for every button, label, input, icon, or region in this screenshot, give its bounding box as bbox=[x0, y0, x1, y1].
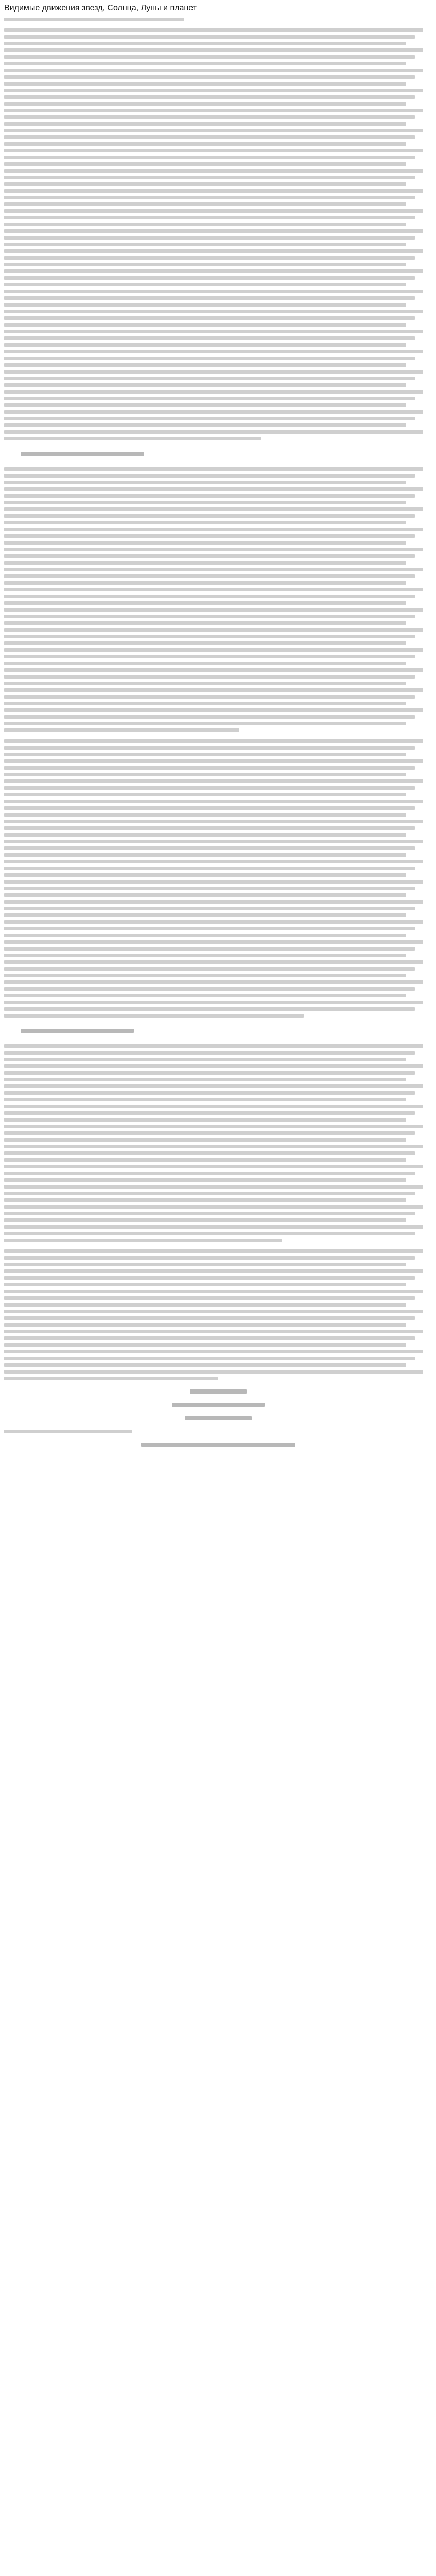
text-line-placeholder bbox=[4, 1105, 423, 1108]
text-line-placeholder bbox=[4, 410, 423, 414]
text-line-placeholder bbox=[4, 773, 406, 776]
text-line-placeholder bbox=[4, 1330, 423, 1333]
text-line-placeholder bbox=[4, 608, 423, 612]
text-line-placeholder bbox=[4, 1178, 406, 1182]
text-line-placeholder bbox=[4, 176, 415, 179]
text-line-placeholder bbox=[4, 1269, 423, 1273]
text-line-placeholder bbox=[4, 115, 415, 119]
text-line-placeholder bbox=[4, 216, 415, 219]
text-line-placeholder bbox=[4, 48, 423, 52]
text-line-placeholder bbox=[4, 390, 423, 394]
text-line-placeholder bbox=[4, 702, 406, 705]
text-line-placeholder bbox=[4, 641, 406, 645]
text-line-placeholder bbox=[4, 753, 406, 756]
text-line-placeholder bbox=[4, 403, 406, 407]
text-line-placeholder bbox=[4, 746, 415, 750]
text-line-placeholder bbox=[4, 662, 406, 665]
text-line-placeholder bbox=[4, 1336, 415, 1340]
text-line-placeholder bbox=[4, 826, 415, 830]
text-line-placeholder bbox=[4, 1256, 415, 1260]
text-line-placeholder bbox=[4, 55, 415, 59]
text-line-placeholder bbox=[4, 276, 415, 280]
text-line-placeholder bbox=[4, 474, 415, 478]
text-line-placeholder bbox=[4, 357, 415, 360]
text-line-placeholder bbox=[4, 1239, 282, 1242]
text-line-placeholder bbox=[4, 1001, 423, 1004]
text-line-placeholder bbox=[4, 397, 415, 400]
text-line-placeholder bbox=[4, 994, 406, 997]
text-line-placeholder bbox=[4, 1296, 415, 1300]
centered-heading-placeholder bbox=[190, 1389, 247, 1394]
centered-heading-placeholder bbox=[185, 1416, 252, 1420]
text-line-placeholder bbox=[4, 900, 423, 904]
text-line-placeholder bbox=[4, 169, 423, 173]
text-line-placeholder bbox=[4, 1051, 415, 1055]
text-line-placeholder bbox=[4, 833, 406, 837]
text-line-placeholder bbox=[4, 568, 423, 571]
text-line-placeholder bbox=[4, 189, 423, 193]
paragraph-placeholder bbox=[4, 739, 432, 1018]
text-line-placeholder bbox=[4, 1232, 415, 1235]
text-line-placeholder bbox=[4, 907, 415, 910]
text-line-placeholder bbox=[4, 28, 423, 32]
text-line-placeholder bbox=[4, 1350, 423, 1353]
text-line-placeholder bbox=[4, 377, 415, 380]
text-line-placeholder bbox=[4, 296, 415, 300]
text-line-placeholder bbox=[4, 1118, 406, 1122]
text-line-placeholder bbox=[4, 739, 423, 743]
text-line-placeholder bbox=[4, 290, 423, 293]
text-line-placeholder bbox=[4, 987, 415, 991]
text-line-placeholder bbox=[4, 1218, 406, 1222]
text-line-placeholder bbox=[4, 229, 423, 233]
text-line-placeholder bbox=[4, 82, 406, 86]
text-line-placeholder bbox=[4, 581, 406, 585]
text-line-placeholder bbox=[4, 514, 415, 518]
text-line-placeholder bbox=[4, 69, 423, 72]
text-line-placeholder bbox=[4, 149, 423, 152]
text-line-placeholder bbox=[4, 668, 423, 672]
text-line-placeholder bbox=[4, 135, 415, 139]
paragraph-placeholder bbox=[4, 467, 432, 732]
text-line-placeholder bbox=[4, 1276, 415, 1280]
text-line-placeholder bbox=[4, 162, 406, 166]
text-line-placeholder bbox=[4, 236, 415, 240]
text-line-placeholder bbox=[4, 487, 423, 491]
text-line-placeholder bbox=[4, 1225, 423, 1229]
text-line-placeholder bbox=[4, 1357, 415, 1360]
text-line-placeholder bbox=[4, 1363, 406, 1367]
text-line-placeholder bbox=[4, 528, 423, 531]
text-line-placeholder bbox=[4, 648, 423, 652]
text-line-placeholder bbox=[4, 766, 415, 770]
text-line-placeholder bbox=[4, 615, 415, 618]
text-line-placeholder bbox=[4, 1091, 415, 1095]
text-line-placeholder bbox=[4, 880, 423, 884]
text-line-placeholder bbox=[4, 95, 415, 99]
text-line-placeholder bbox=[4, 974, 406, 977]
text-line-placeholder bbox=[4, 934, 406, 937]
document-body bbox=[4, 18, 432, 1447]
text-line-placeholder bbox=[4, 940, 423, 944]
text-line-placeholder bbox=[4, 142, 406, 146]
text-line-placeholder bbox=[4, 1125, 423, 1128]
text-line-placeholder bbox=[4, 430, 423, 434]
text-line-placeholder bbox=[4, 1165, 423, 1168]
text-line-placeholder bbox=[4, 1316, 415, 1320]
section-heading-placeholder bbox=[21, 1029, 134, 1033]
text-line-placeholder bbox=[4, 786, 415, 790]
text-line-placeholder bbox=[4, 1111, 415, 1115]
text-line-placeholder bbox=[4, 42, 406, 45]
text-line-placeholder bbox=[4, 423, 406, 427]
text-line-placeholder bbox=[4, 601, 406, 605]
paragraph-placeholder bbox=[4, 18, 432, 21]
text-line-placeholder bbox=[4, 840, 423, 843]
text-line-placeholder bbox=[4, 1198, 406, 1202]
paragraph-placeholder bbox=[4, 1044, 432, 1242]
centered-heading-placeholder bbox=[141, 1443, 295, 1447]
text-line-placeholder bbox=[4, 1343, 406, 1347]
text-line-placeholder bbox=[4, 18, 184, 21]
text-line-placeholder bbox=[4, 494, 415, 498]
text-line-placeholder bbox=[4, 1014, 304, 1018]
text-line-placeholder bbox=[4, 1205, 423, 1209]
text-line-placeholder bbox=[4, 980, 423, 984]
text-line-placeholder bbox=[4, 813, 406, 817]
text-line-placeholder bbox=[4, 102, 406, 106]
text-line-placeholder bbox=[4, 209, 423, 213]
text-line-placeholder bbox=[4, 35, 415, 39]
text-line-placeholder bbox=[4, 1145, 423, 1148]
text-line-placeholder bbox=[4, 893, 406, 897]
text-line-placeholder bbox=[4, 1078, 406, 1081]
text-line-placeholder bbox=[4, 1323, 406, 1327]
text-line-placeholder bbox=[4, 202, 406, 206]
text-line-placeholder bbox=[4, 561, 406, 565]
text-line-placeholder bbox=[4, 793, 406, 796]
text-line-placeholder bbox=[4, 675, 415, 679]
text-line-placeholder bbox=[4, 800, 423, 803]
text-line-placeholder bbox=[4, 1185, 423, 1189]
text-line-placeholder bbox=[4, 927, 415, 930]
text-line-placeholder bbox=[4, 62, 406, 65]
text-line-placeholder bbox=[4, 1007, 415, 1011]
text-line-placeholder bbox=[4, 1044, 423, 1048]
text-line-placeholder bbox=[4, 688, 423, 692]
text-line-placeholder bbox=[4, 1249, 423, 1253]
text-line-placeholder bbox=[4, 887, 415, 890]
text-line-placeholder bbox=[4, 867, 415, 870]
text-line-placeholder bbox=[4, 541, 406, 545]
text-line-placeholder bbox=[4, 437, 261, 440]
text-line-placeholder bbox=[4, 1263, 406, 1266]
text-line-placeholder bbox=[4, 873, 406, 877]
text-line-placeholder bbox=[4, 303, 406, 307]
text-line-placeholder bbox=[4, 507, 423, 511]
text-line-placeholder bbox=[4, 1098, 406, 1101]
text-line-placeholder bbox=[4, 1370, 423, 1374]
text-line-placeholder bbox=[4, 1158, 406, 1162]
text-line-placeholder bbox=[4, 350, 423, 353]
text-line-placeholder bbox=[4, 574, 415, 578]
document-title: Видимые движения звезд, Солнца, Луны и планет bbox=[4, 4, 197, 12]
text-line-placeholder bbox=[4, 960, 423, 964]
text-line-placeholder bbox=[4, 860, 423, 863]
text-line-placeholder bbox=[4, 383, 406, 387]
text-line-placeholder bbox=[4, 954, 406, 957]
text-line-placeholder bbox=[4, 1212, 415, 1215]
text-line-placeholder bbox=[4, 1071, 415, 1075]
text-line-placeholder bbox=[4, 75, 415, 79]
text-line-placeholder bbox=[4, 1138, 406, 1142]
text-line-placeholder bbox=[4, 621, 406, 625]
paragraph-placeholder bbox=[4, 28, 432, 440]
text-line-placeholder bbox=[4, 501, 406, 504]
paragraph-placeholder bbox=[4, 1430, 432, 1433]
text-line-placeholder bbox=[4, 1151, 415, 1155]
text-line-placeholder bbox=[4, 1303, 406, 1307]
text-line-placeholder bbox=[4, 588, 423, 591]
section-heading-placeholder bbox=[21, 452, 144, 456]
text-line-placeholder bbox=[4, 846, 415, 850]
text-line-placeholder bbox=[4, 722, 406, 725]
text-line-placeholder bbox=[4, 913, 406, 917]
text-line-placeholder bbox=[4, 967, 415, 971]
text-line-placeholder bbox=[4, 521, 406, 524]
text-line-placeholder bbox=[4, 1131, 415, 1135]
text-line-placeholder bbox=[4, 635, 415, 638]
centered-heading-placeholder bbox=[172, 1403, 265, 1407]
text-line-placeholder bbox=[4, 1064, 423, 1068]
text-line-placeholder bbox=[4, 554, 415, 558]
text-line-placeholder bbox=[4, 920, 423, 924]
text-line-placeholder bbox=[4, 853, 406, 857]
text-line-placeholder bbox=[4, 269, 423, 273]
text-line-placeholder bbox=[4, 947, 415, 951]
text-line-placeholder bbox=[4, 182, 406, 186]
text-line-placeholder bbox=[4, 548, 423, 551]
text-line-placeholder bbox=[4, 330, 423, 333]
text-line-placeholder bbox=[4, 1192, 415, 1195]
text-line-placeholder bbox=[4, 1377, 218, 1380]
paragraph-placeholder bbox=[4, 1249, 432, 1380]
text-line-placeholder bbox=[4, 1283, 406, 1286]
text-line-placeholder bbox=[4, 310, 423, 313]
text-line-placeholder bbox=[4, 655, 415, 658]
text-line-placeholder bbox=[4, 820, 423, 823]
text-line-placeholder bbox=[4, 256, 415, 260]
text-line-placeholder bbox=[4, 1310, 423, 1313]
text-line-placeholder bbox=[4, 728, 239, 732]
text-line-placeholder bbox=[4, 467, 423, 471]
text-line-placeholder bbox=[4, 779, 423, 783]
text-line-placeholder bbox=[4, 682, 406, 685]
text-line-placeholder bbox=[4, 1430, 132, 1433]
text-line-placeholder bbox=[4, 122, 406, 126]
text-line-placeholder bbox=[4, 481, 406, 484]
text-line-placeholder bbox=[4, 336, 415, 340]
text-line-placeholder bbox=[4, 417, 415, 420]
text-line-placeholder bbox=[4, 109, 423, 112]
text-line-placeholder bbox=[4, 89, 423, 92]
text-line-placeholder bbox=[4, 156, 415, 159]
text-line-placeholder bbox=[4, 316, 415, 320]
text-line-placeholder bbox=[4, 283, 406, 286]
text-line-placeholder bbox=[4, 759, 423, 763]
document-page bbox=[4, 3, 432, 1456]
text-line-placeholder bbox=[4, 708, 423, 712]
text-line-placeholder bbox=[4, 1058, 406, 1061]
text-line-placeholder bbox=[4, 196, 415, 199]
text-line-placeholder bbox=[4, 715, 415, 719]
text-line-placeholder bbox=[4, 223, 406, 226]
text-line-placeholder bbox=[4, 534, 415, 538]
text-line-placeholder bbox=[4, 263, 406, 266]
text-line-placeholder bbox=[4, 323, 406, 327]
text-line-placeholder bbox=[4, 628, 423, 632]
text-line-placeholder bbox=[4, 343, 406, 347]
text-line-placeholder bbox=[4, 595, 415, 598]
text-line-placeholder bbox=[4, 1084, 423, 1088]
text-line-placeholder bbox=[4, 243, 406, 246]
text-line-placeholder bbox=[4, 806, 415, 810]
text-line-placeholder bbox=[4, 249, 423, 253]
text-line-placeholder bbox=[4, 1172, 415, 1175]
text-line-placeholder bbox=[4, 370, 423, 374]
text-line-placeholder bbox=[4, 1290, 423, 1293]
text-line-placeholder bbox=[4, 695, 415, 699]
text-line-placeholder bbox=[4, 363, 406, 367]
text-line-placeholder bbox=[4, 129, 423, 132]
